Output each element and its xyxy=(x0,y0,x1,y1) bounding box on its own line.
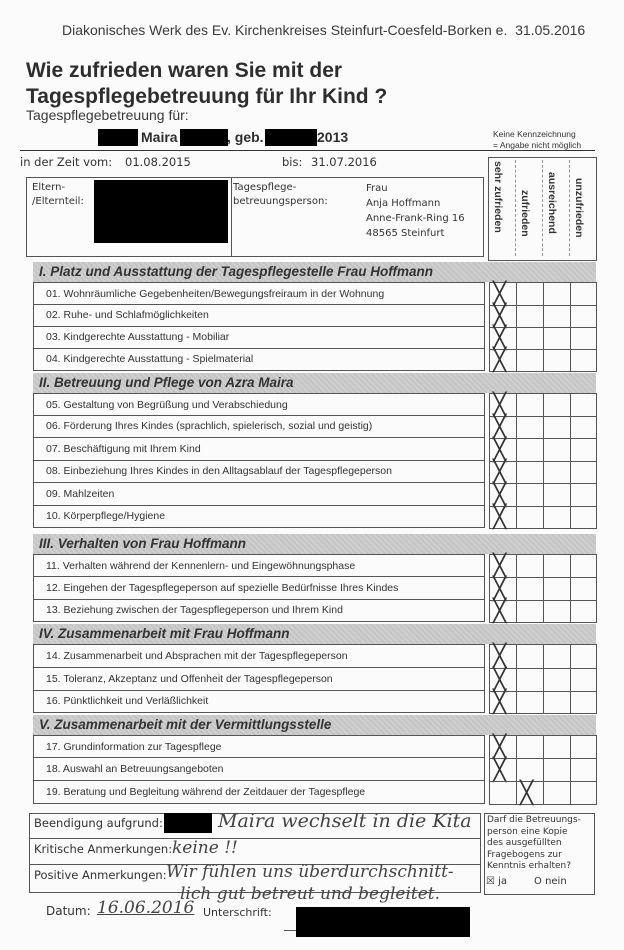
date-value[interactable]: 16.06.2016 xyxy=(97,898,195,918)
x-check-icon: ╳ xyxy=(493,505,507,530)
caregiver-street: Anne-Frank-Ring 16 xyxy=(366,213,465,224)
rating-checkbox-unzufrieden[interactable] xyxy=(570,735,597,759)
rating-checkbox-ausreichend[interactable] xyxy=(543,327,571,350)
organization-name: Diakonisches Werk des Ev. Kirchenkreises Steinfurt-Coesfeld-Borken e. xyxy=(62,22,508,38)
question-row xyxy=(33,282,485,305)
signature-label: Unterschrift: xyxy=(203,906,272,919)
rating-checkbox-ausreichend[interactable] xyxy=(543,735,571,759)
section-header xyxy=(33,262,596,282)
rating-checkbox-zufrieden[interactable] xyxy=(516,349,544,372)
rating-checkbox-ausreichend[interactable] xyxy=(543,577,571,601)
period-to: 31.07.2016 xyxy=(311,155,377,169)
born-year: 2013 xyxy=(317,129,349,145)
rating-checkbox-ausreichend[interactable] xyxy=(543,554,571,578)
rating-checkbox-zufrieden[interactable] xyxy=(516,577,544,601)
consent-yes-label: ja xyxy=(498,876,508,887)
x-check-icon: ╳ xyxy=(493,348,507,373)
rating-checkbox-unzufrieden[interactable] xyxy=(570,600,597,623)
rating-checkbox-sehr-zufrieden[interactable] xyxy=(489,282,517,306)
rating-checkbox-unzufrieden[interactable] xyxy=(570,282,597,306)
consent-no-label: nein xyxy=(545,876,567,887)
child-name: Maira xyxy=(141,129,178,145)
rating-checkbox-zufrieden[interactable] xyxy=(516,758,544,782)
question-row xyxy=(33,483,485,506)
x-check-icon: ╳ xyxy=(493,690,507,715)
question-label: 05. Gestaltung von Begrüßung und Verabschiedung xyxy=(46,399,288,411)
rating-checkbox-sehr-zufrieden[interactable] xyxy=(489,393,517,417)
rating-checkbox-ausreichend[interactable] xyxy=(543,461,571,484)
rating-checkbox-ausreichend[interactable] xyxy=(543,758,571,782)
column-header-ausreichend: ausreichend xyxy=(546,172,558,234)
x-check-icon: ╳ xyxy=(493,415,507,440)
x-check-icon: ╳ xyxy=(493,282,507,307)
rating-checkbox-ausreichend[interactable] xyxy=(543,282,571,306)
period-from: 01.08.2015 xyxy=(125,155,191,169)
question-label: 19. Beratung und Begleitung während der Zeitdauer der Tagespflege xyxy=(46,786,366,798)
question-row xyxy=(33,758,485,781)
redaction-signature xyxy=(296,907,470,937)
critical-label: Kritische Anmerkungen: xyxy=(34,842,173,856)
rating-checkbox-zufrieden[interactable] xyxy=(516,327,544,350)
section-title: II. Betreuung und Pflege von Azra Maira xyxy=(39,375,294,390)
question-label: 15. Toleranz, Akzeptanz und Offenheit der Tagespflegeperson xyxy=(46,673,333,685)
x-check-icon: ╳ xyxy=(493,438,507,463)
rating-checkbox-ausreichend[interactable] xyxy=(543,393,571,417)
rating-checkbox-zufrieden[interactable] xyxy=(516,644,544,669)
rating-checkbox-unzufrieden[interactable] xyxy=(570,758,597,782)
question-label: 06. Förderung Ihres Kindes (sprachlich, spielerisch, sozial und geistig) xyxy=(46,420,373,432)
question-row xyxy=(33,781,485,804)
question-row xyxy=(33,644,485,668)
positive-label: Positive Anmerkungen: xyxy=(34,868,167,882)
section-header xyxy=(33,715,596,735)
rating-checkbox-sehr-zufrieden[interactable] xyxy=(489,735,517,759)
section-title: III. Verhalten von Frau Hoffmann xyxy=(39,536,247,551)
radio-circle-icon[interactable]: O xyxy=(534,876,542,887)
caregiver-city: 48565 Steinfurt xyxy=(366,228,445,239)
rating-checkbox-zufrieden[interactable] xyxy=(516,600,544,623)
header-line xyxy=(62,22,585,38)
rating-checkbox-zufrieden[interactable] xyxy=(516,483,544,507)
rating-checkbox-sehr-zufrieden[interactable] xyxy=(489,691,517,714)
critical-value[interactable]: keine !! xyxy=(172,838,238,858)
parents-label-line-1: Eltern- xyxy=(32,182,66,193)
legend-note xyxy=(493,129,581,151)
x-check-icon: ╳ xyxy=(493,668,507,693)
signature-line xyxy=(284,930,296,931)
rating-checkbox-sehr-zufrieden[interactable] xyxy=(489,327,517,350)
section-title: IV. Zusammenarbeit mit Frau Hoffmann xyxy=(39,626,290,641)
ending-label: Beendigung aufgrund: xyxy=(34,816,163,830)
section-title: I. Platz und Ausstattung der Tagespflegestelle Frau Hoffmann xyxy=(39,264,434,279)
rating-checkbox-zufrieden[interactable] xyxy=(516,668,544,692)
x-check-icon: ╳ xyxy=(493,554,507,579)
consent-no-option[interactable] xyxy=(534,876,567,887)
caregiver-label-line-2: betreuungsperson: xyxy=(233,196,328,207)
question-label: 11. Verhalten während der Kennenlern- und Eingewöhnungsphase xyxy=(46,560,356,572)
question-label: 12. Eingehen der Tagespflegeperson auf spezielle Bedürfnisse Ihres Kindes xyxy=(46,582,399,594)
question-label: 01. Wohnräumliche Gegebenheiten/Bewegungsfreiraum in der Wohnung xyxy=(46,288,385,300)
rating-checkbox-ausreichend[interactable] xyxy=(543,349,571,372)
x-check-icon: ╳ xyxy=(493,393,507,418)
rating-checkbox-sehr-zufrieden[interactable] xyxy=(489,758,517,782)
rating-checkbox-sehr-zufrieden[interactable] xyxy=(489,600,517,623)
rating-checkbox-zufrieden[interactable] xyxy=(516,305,544,328)
question-row xyxy=(33,668,485,691)
rating-checkbox-unzufrieden[interactable] xyxy=(570,668,597,692)
redaction-first-name xyxy=(98,129,138,146)
rating-checkbox-zufrieden[interactable] xyxy=(516,735,544,759)
caregiver-label-line-1: Tagespflege- xyxy=(233,182,297,193)
rating-checkbox-ausreichend[interactable] xyxy=(543,483,571,507)
question-row xyxy=(33,506,485,528)
question-label: 03. Kindgerechte Ausstattung - Mobiliar xyxy=(46,331,230,343)
rating-checkbox-zufrieden[interactable] xyxy=(516,554,544,578)
consent-line-2: person eine Kopie xyxy=(487,826,568,837)
period-to-label: bis: xyxy=(282,155,303,169)
consent-line-4: Fragebogens zur xyxy=(487,849,562,860)
rating-checkbox-zufrieden[interactable] xyxy=(516,691,544,714)
rating-checkbox-sehr-zufrieden[interactable] xyxy=(489,577,517,601)
divider xyxy=(20,150,595,151)
question-label: 07. Beschäftigung mit Ihrem Kind xyxy=(46,443,201,455)
rating-checkbox-sehr-zufrieden[interactable] xyxy=(489,506,517,529)
consent-line-5: Kenntnis erhalten? xyxy=(487,861,572,871)
rating-checkbox-unzufrieden[interactable] xyxy=(570,483,597,507)
redaction-ending xyxy=(164,813,212,833)
question-row xyxy=(33,349,485,371)
rating-checkbox-unzufrieden[interactable] xyxy=(570,506,597,529)
rating-checkbox-unzufrieden[interactable] xyxy=(570,461,597,484)
header-divider xyxy=(569,160,570,256)
consent-question xyxy=(487,815,581,873)
redaction-last-name xyxy=(180,129,228,146)
rating-checkbox-unzufrieden[interactable] xyxy=(570,349,597,372)
rating-checkbox-unzufrieden[interactable] xyxy=(570,305,597,328)
question-label: 08. Einbeziehung Ihres Kindes in den Alltagsablauf der Tagespflegeperson xyxy=(46,465,392,477)
rating-checkbox-sehr-zufrieden[interactable] xyxy=(489,349,517,372)
rating-checkbox-ausreichend[interactable] xyxy=(543,506,571,529)
question-row xyxy=(33,393,485,416)
caregiver-salutation: Frau xyxy=(366,183,388,194)
rating-checkbox-sehr-zufrieden[interactable] xyxy=(489,483,517,507)
legend-note-line-2: = Angabe nicht möglich xyxy=(493,140,582,150)
rating-checkbox-sehr-zufrieden[interactable] xyxy=(489,305,517,328)
consent-line-3: des ausgefüllten xyxy=(487,838,562,848)
x-check-icon: ╳ xyxy=(493,577,507,602)
question-row xyxy=(33,577,485,600)
section-header xyxy=(33,624,596,644)
rating-checkbox-ausreichend[interactable] xyxy=(543,305,571,328)
caregiver-name: Anja Hoffmann xyxy=(366,198,441,209)
rating-checkbox-zufrieden[interactable] xyxy=(516,506,544,529)
legend-note-line-1: Keine Kennzeichnung xyxy=(493,129,576,139)
rating-checkbox-zufrieden[interactable] xyxy=(516,393,544,417)
rating-checkbox-sehr-zufrieden[interactable] xyxy=(489,554,517,578)
question-row xyxy=(33,735,485,758)
page-title xyxy=(26,58,387,110)
question-label: 14. Zusammenarbeit und Absprachen mit der Tagespflegeperson xyxy=(46,650,348,662)
positive-value-line-1[interactable]: Wir fühlen uns überdurchschnitt- xyxy=(166,862,454,882)
rating-checkbox-sehr-zufrieden[interactable] xyxy=(489,461,517,484)
question-row xyxy=(33,305,485,327)
consent-yes-option[interactable] xyxy=(486,876,507,887)
rating-checkbox-sehr-zufrieden[interactable] xyxy=(489,668,517,692)
rating-checkbox-ausreichend[interactable] xyxy=(543,600,571,623)
born-label: , geb. xyxy=(227,129,264,145)
x-check-icon: ╳ xyxy=(493,758,507,783)
question-label: 13. Beziehung zwischen der Tagespflegeperson und Ihrem Kind xyxy=(46,604,343,616)
rating-checkbox-unzufrieden[interactable] xyxy=(570,577,597,601)
rating-checkbox-unzufrieden[interactable] xyxy=(570,644,597,669)
parents-label-line-2: /Elternteil: xyxy=(32,196,84,207)
title-line-2: Tagespflegebetreuung für Ihr Kind ? xyxy=(26,85,388,108)
parents-label xyxy=(32,181,84,209)
header-divider xyxy=(542,160,543,256)
x-check-icon: ╳ xyxy=(493,483,507,508)
rating-checkbox-zufrieden[interactable] xyxy=(516,282,544,306)
question-row xyxy=(33,691,485,713)
rating-checkbox-unzufrieden[interactable] xyxy=(570,416,597,439)
consent-line-1: Darf die Betreuungs- xyxy=(487,815,581,825)
rating-checkbox-zufrieden[interactable] xyxy=(516,438,544,462)
question-label: 10. Körperpflege/Hygiene xyxy=(46,510,166,522)
rating-checkbox-ausreichend[interactable] xyxy=(543,416,571,439)
redaction-parents xyxy=(94,180,228,243)
question-label: 16. Pünktlichkeit und Verläßlichkeit xyxy=(46,695,209,707)
header-date: 31.05.2016 xyxy=(515,22,586,38)
x-check-icon: ╳ xyxy=(493,304,507,329)
rating-checkbox-unzufrieden[interactable] xyxy=(570,554,597,578)
section-header xyxy=(33,534,596,554)
period-from-label: in der Zeit vom: xyxy=(20,155,113,169)
title-line-1: Wie zufrieden waren Sie mit der xyxy=(26,59,343,82)
date-label: Datum: xyxy=(46,904,91,918)
question-row xyxy=(33,327,485,349)
header-divider xyxy=(515,160,516,256)
question-label: 17. Grundinformation zur Tagespflege xyxy=(46,741,222,753)
rating-checkbox-unzufrieden[interactable] xyxy=(570,327,597,350)
column-header-zufrieden: zufrieden xyxy=(519,190,531,237)
x-check-icon: ╳ xyxy=(493,599,507,624)
question-row xyxy=(33,416,485,438)
question-row xyxy=(33,438,485,461)
subtitle: Tagespflegebetreuung für: xyxy=(26,107,189,123)
question-row xyxy=(33,600,485,622)
x-check-icon: ╳ xyxy=(493,326,507,351)
rating-checkbox-zufrieden[interactable] xyxy=(516,461,544,484)
x-check-icon: ╳ xyxy=(520,781,534,806)
column-header-unzufrieden: unzufrieden xyxy=(573,178,585,238)
column-header-sehr-zufrieden: sehr zufrieden xyxy=(492,161,504,233)
checked-box-icon[interactable]: ☒ xyxy=(486,876,495,887)
rating-checkbox-sehr-zufrieden[interactable] xyxy=(489,438,517,462)
rating-checkbox-sehr-zufrieden[interactable] xyxy=(489,781,517,805)
rating-checkbox-zufrieden[interactable] xyxy=(516,781,544,805)
x-check-icon: ╳ xyxy=(493,644,507,669)
rating-checkbox-unzufrieden[interactable] xyxy=(570,438,597,462)
x-check-icon: ╳ xyxy=(493,735,507,760)
rating-checkbox-ausreichend[interactable] xyxy=(543,781,571,805)
caregiver-label xyxy=(233,181,328,209)
caregiver-address xyxy=(366,181,465,241)
positive-value-line-2[interactable]: lich gut betreut und begleitet. xyxy=(180,884,441,904)
question-label: 02. Ruhe- und Schlafmöglichkeiten xyxy=(46,309,209,321)
rating-checkbox-unzufrieden[interactable] xyxy=(570,393,597,417)
question-label: 04. Kindgerechte Ausstattung - Spielmaterial xyxy=(46,353,254,365)
rating-checkbox-ausreichend[interactable] xyxy=(543,438,571,462)
rating-checkbox-sehr-zufrieden[interactable] xyxy=(489,644,517,669)
question-row xyxy=(33,461,485,483)
rating-checkbox-sehr-zufrieden[interactable] xyxy=(489,416,517,439)
rating-checkbox-zufrieden[interactable] xyxy=(516,416,544,439)
rating-checkbox-ausreichend[interactable] xyxy=(543,691,571,714)
x-check-icon: ╳ xyxy=(493,460,507,485)
question-label: 18. Auswahl an Betreuungsangeboten xyxy=(46,763,224,775)
question-label: 09. Mahlzeiten xyxy=(46,488,115,500)
question-row xyxy=(33,554,485,577)
remarks-divider xyxy=(30,838,480,839)
rating-checkbox-unzufrieden[interactable] xyxy=(570,691,597,714)
rating-checkbox-ausreichend[interactable] xyxy=(543,668,571,692)
ending-value[interactable]: Maira wechselt in die Kita xyxy=(218,810,472,832)
rating-checkbox-ausreichend[interactable] xyxy=(543,644,571,669)
rating-checkbox-unzufrieden[interactable] xyxy=(570,781,597,805)
section-title: V. Zusammenarbeit mit der Vermittlungsstelle xyxy=(39,717,332,732)
section-header xyxy=(33,373,596,393)
redaction-birthdate xyxy=(265,129,317,146)
